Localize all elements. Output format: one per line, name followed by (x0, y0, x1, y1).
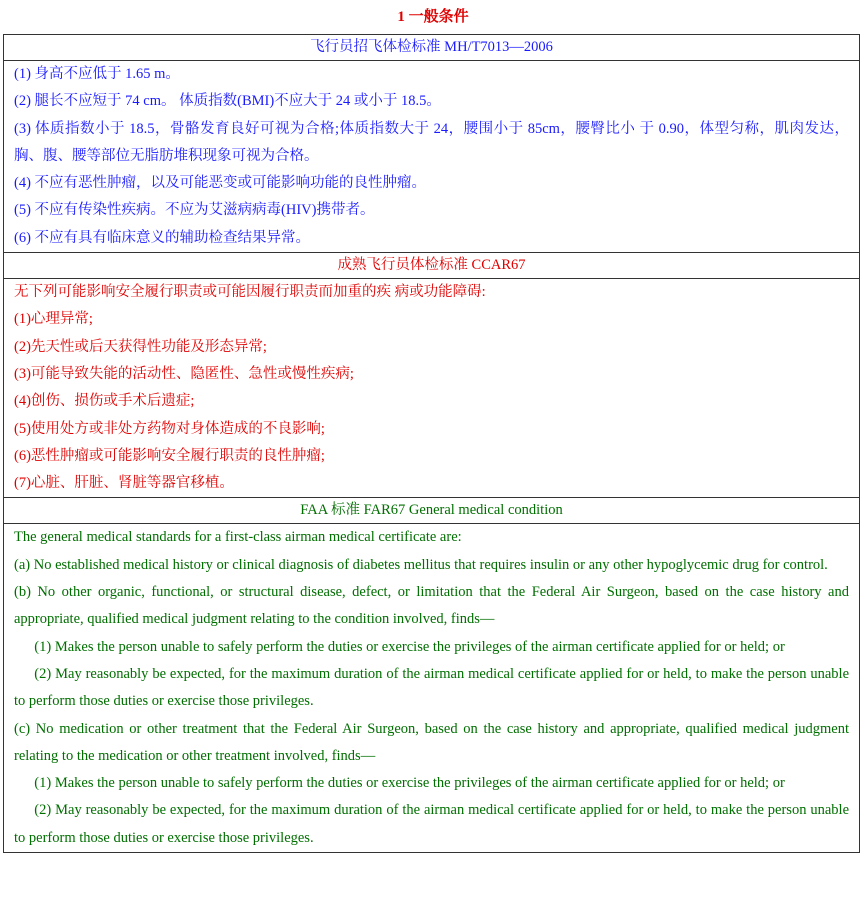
list-item: The general medical standards for a first-class airman medical certificate are: (14, 529, 462, 546)
list-item: (a) No established medical history or clinical diagnosis of diabetes mellitus that requires insulin or any other hypoglycemic drug for control. (14, 556, 828, 573)
list-item: 无下列可能影响安全履行职责或可能因履行职责而加重的疾 病或功能障碍: (14, 284, 486, 301)
table-row (4, 61, 860, 253)
far67-header: FAA 标准 FAR67 General medical condition (4, 498, 860, 524)
table-row (4, 498, 860, 524)
list-item: (1) Makes the person unable to safely perform the duties or exercise the privileges of the airman certificate applied for or held; or (34, 638, 785, 655)
list-item: (2) May reasonably be expected, for the maximum duration of the airman medical certificate applied for or held, to make the person unable to perform those duties or exercise those privileges. (14, 665, 849, 710)
list-item: (2) May reasonably be expected, for the maximum duration of the airman medical certificate applied for or held, to make the person unable to perform those duties or exercise those privileges. (14, 802, 849, 846)
list-item: (6) 不应有具有临床意义的辅助检查结果异常。 (14, 229, 311, 246)
standards-table (3, 34, 860, 853)
list-item: (c) No medication or other treatment that the Federal Air Surgeon, based on the case history and appropriate, qualified medical judgment relating to the medication or other treatment involved, finds— (14, 720, 849, 764)
list-item: (2)先天性或后天获得性功能及形态异常; (14, 338, 267, 355)
table-row (4, 524, 860, 853)
list-item: (3) 体质指数小于 18.5，骨骼发育良好可视为合格;体质指数大于 24，腰围小于 85cm，腰臀比小 于 0.90，体型匀称，肌肉发达，胸、腹、腰等部位无脂肪堆积现象可视为合格。 (14, 120, 849, 164)
table-row (4, 279, 860, 498)
section-title: 1 一般条件 (397, 9, 469, 25)
list-item: (2) 腿长不应短于 74 cm。 体质指数(BMI)不应大于 24 或小于 18.5。 (14, 93, 441, 110)
list-item: (6)恶性肿瘤或可能影响安全履行职责的良性肿瘤; (14, 447, 325, 464)
list-item: (4)创伤、损伤或手术后遗症; (14, 393, 195, 410)
ccar67-body (4, 279, 860, 498)
cadet-standard-body (4, 61, 860, 253)
table-row (4, 253, 860, 279)
ccar67-header: 成熟飞行员体检标准 CCAR67 (4, 253, 860, 279)
cadet-standard-header: 飞行员招飞体检标准 MH/T7013—2006 (4, 35, 860, 61)
far67-body (4, 524, 860, 853)
list-item: (5)使用处方或非处方药物对身体造成的不良影响; (14, 420, 325, 437)
list-item: (1) 身高不应低于 1.65 m。 (14, 66, 180, 82)
list-item: (5) 不应有传染性疾病。不应为艾滋病病毒(HIV)携带者。 (14, 202, 375, 219)
list-item: (4) 不应有恶性肿瘤，以及可能恶变或可能影响功能的良性肿瘤。 (14, 175, 427, 192)
list-item: (1)心理异常; (14, 311, 93, 328)
list-item: (b) No other organic, functional, or structural disease, defect, or limitation that the Federal Air Surgeon, based on the case history and appropriate, qualified medical judgment relating to the condition involved, finds— (14, 584, 849, 628)
list-item: (1) Makes the person unable to safely perform the duties or exercise the privileges of the airman certificate applied for or held; or (34, 775, 785, 792)
list-item: (7)心脏、肝脏、肾脏等器官移植。 (14, 475, 234, 492)
list-item: (3)可能导致失能的活动性、隐匿性、急性或慢性疾病; (14, 365, 354, 382)
table-row (4, 35, 860, 61)
